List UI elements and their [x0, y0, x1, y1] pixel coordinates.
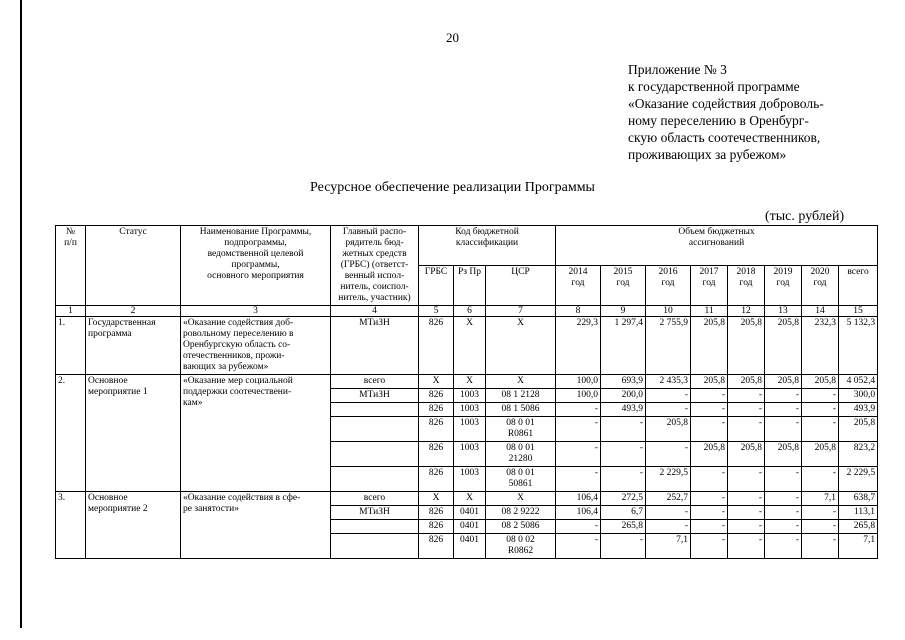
row-value: -	[802, 534, 839, 559]
row-value: -	[765, 403, 802, 417]
header-text: Наименование Программы,	[199, 227, 312, 237]
row-value: -	[802, 520, 839, 534]
row-number: 1.	[56, 317, 86, 375]
row-value: 205,8	[802, 442, 839, 467]
row-value: 113,1	[839, 506, 878, 520]
header-total: всего	[839, 266, 878, 306]
header-volume-group	[556, 226, 878, 266]
row-value: 493,9	[839, 403, 878, 417]
row-value: -	[646, 506, 691, 520]
header-text: 2018	[736, 267, 756, 277]
header-year	[601, 266, 646, 306]
column-number-cell: 1	[56, 306, 86, 317]
row-value: 7,1	[802, 492, 839, 506]
row-csr	[486, 467, 556, 492]
column-number-cell: 11	[691, 306, 728, 317]
row-admin: всего	[331, 375, 419, 389]
row-value: 205,8	[691, 442, 728, 467]
row-csr	[486, 506, 556, 520]
row-value: 106,4	[556, 492, 601, 506]
appendix-heading	[628, 61, 893, 163]
row-value: -	[601, 534, 646, 559]
appendix-line: скую область соотечественников,	[628, 130, 821, 145]
cell-line: 08 0 01	[506, 468, 535, 478]
cell-line: мероприятие 1	[88, 387, 148, 397]
row-grbs: X	[419, 492, 454, 506]
row-value: 205,8	[765, 375, 802, 389]
row-value: -	[728, 492, 765, 506]
row-name	[181, 317, 331, 375]
header-text: рядитель бюд-	[345, 238, 404, 248]
cell-line: X	[517, 376, 524, 386]
cell-line: «Оказание содействия в сфе-	[183, 493, 301, 503]
document-title: Ресурсное обеспечение реализации Программы	[310, 180, 595, 195]
header-text: Объем бюджетных	[678, 227, 755, 237]
row-value: -	[765, 506, 802, 520]
header-name	[181, 226, 331, 306]
row-value: 2 229,5	[839, 467, 878, 492]
row-value: -	[765, 492, 802, 506]
header-text: венный испол-	[344, 271, 405, 281]
row-csr	[486, 317, 556, 375]
row-value: 7,1	[839, 534, 878, 559]
header-text: подпрограммы,	[224, 238, 287, 248]
row-value: -	[646, 520, 691, 534]
column-number-cell: 12	[728, 306, 765, 317]
header-text: ассигнований	[688, 238, 745, 248]
row-name	[181, 375, 331, 492]
row-value: -	[728, 467, 765, 492]
appendix-line: к государственной программе	[628, 79, 800, 94]
header-year	[556, 266, 601, 306]
cell-line: 08 1 5086	[501, 404, 540, 414]
page-number: 20	[446, 30, 459, 45]
row-value: -	[728, 403, 765, 417]
row-csr	[486, 492, 556, 506]
cell-line: X	[517, 318, 524, 328]
row-admin: всего	[331, 492, 419, 506]
units-label: (тыс. рублей)	[765, 209, 845, 224]
appendix-line: Приложение № 3	[628, 62, 727, 77]
row-admin	[331, 403, 419, 417]
row-value: -	[691, 403, 728, 417]
header-status: Статус	[86, 226, 181, 306]
row-csr	[486, 442, 556, 467]
cell-line: 21280	[508, 454, 533, 464]
cell-line: 08 2 5086	[501, 521, 540, 531]
row-value: 265,8	[601, 520, 646, 534]
header-text: год	[571, 278, 585, 288]
header-text: 2014	[568, 267, 588, 277]
table-row	[56, 375, 878, 389]
row-grbs: X	[419, 375, 454, 389]
cell-line: вающих за рубежом»	[183, 362, 269, 372]
row-grbs: 826	[419, 506, 454, 520]
row-value: -	[728, 534, 765, 559]
header-year	[646, 266, 691, 306]
cell-line: 08 0 01	[506, 443, 535, 453]
row-value: -	[728, 506, 765, 520]
binding-line	[20, 0, 22, 628]
header-year	[728, 266, 765, 306]
cell-line: 08 2 9222	[501, 507, 540, 517]
appendix-line: ному переселению в Оренбург-	[628, 113, 809, 128]
header-text: 2019	[773, 267, 793, 277]
header-text: 2020	[810, 267, 830, 277]
row-value: -	[765, 417, 802, 442]
row-rzpr: X	[454, 375, 486, 389]
row-admin	[331, 442, 419, 467]
row-value: 252,7	[646, 492, 691, 506]
row-value: -	[802, 467, 839, 492]
row-value: -	[556, 442, 601, 467]
header-csr: ЦСР	[486, 266, 556, 306]
column-number-cell: 9	[601, 306, 646, 317]
row-status	[86, 492, 181, 559]
row-value: 205,8	[646, 417, 691, 442]
row-value: 200,0	[601, 389, 646, 403]
row-value: 2 435,3	[646, 375, 691, 389]
row-value: -	[691, 534, 728, 559]
row-value: 106,4	[556, 506, 601, 520]
header-num	[56, 226, 86, 306]
page-edge	[0, 0, 4, 640]
row-value: 5 132,3	[839, 317, 878, 375]
row-rzpr: 0401	[454, 520, 486, 534]
row-value: 7,1	[646, 534, 691, 559]
table-row	[56, 492, 878, 506]
row-value: -	[691, 520, 728, 534]
row-csr	[486, 389, 556, 403]
header-text: Код бюджетной	[455, 227, 519, 237]
cell-line: мероприятие 2	[88, 504, 148, 514]
row-value: -	[765, 467, 802, 492]
header-text: ведомственной целевой	[207, 249, 304, 259]
row-admin: МТиЗН	[331, 317, 419, 375]
header-rzpr: Рз Пр	[454, 266, 486, 306]
row-csr	[486, 417, 556, 442]
appendix-line: проживающих за рубежом»	[628, 147, 787, 162]
resource-table	[55, 225, 878, 559]
row-value: -	[802, 506, 839, 520]
row-rzpr: X	[454, 317, 486, 375]
row-value: 205,8	[728, 442, 765, 467]
row-number: 3.	[56, 492, 86, 559]
column-number-cell: 8	[556, 306, 601, 317]
row-value: -	[601, 417, 646, 442]
cell-line: ровольному переселению в	[183, 329, 294, 339]
row-value: -	[728, 389, 765, 403]
row-value: -	[556, 467, 601, 492]
header-text: год	[616, 278, 630, 288]
row-value: 2 755,9	[646, 317, 691, 375]
cell-line: отечественников, прожи-	[183, 351, 285, 361]
row-value: 823,2	[839, 442, 878, 467]
header-text: (ГРБС) (ответст-	[340, 260, 409, 270]
row-value: -	[691, 467, 728, 492]
column-number-cell: 4	[331, 306, 419, 317]
header-text: нитель, участник)	[338, 293, 411, 303]
row-value: 205,8	[765, 442, 802, 467]
header-text: №	[65, 227, 76, 237]
row-value: -	[601, 442, 646, 467]
cell-line: R0861	[507, 429, 534, 439]
header-text: программы,	[231, 260, 280, 270]
cell-line: программа	[88, 329, 132, 339]
row-csr	[486, 520, 556, 534]
header-grbs: ГРБС	[419, 266, 454, 306]
row-value: 232,3	[802, 317, 839, 375]
header-text: п/п	[64, 238, 77, 248]
header-text: основного мероприятия	[207, 271, 304, 281]
row-value: -	[601, 467, 646, 492]
row-status	[86, 317, 181, 375]
cell-line: поддержки соотечествени-	[183, 387, 292, 397]
cell-line: «Оказание содействия доб-	[183, 318, 294, 328]
column-number-cell: 3	[181, 306, 331, 317]
row-value: 693,9	[601, 375, 646, 389]
row-value: 100,0	[556, 375, 601, 389]
row-value: 205,8	[802, 375, 839, 389]
header-text: год	[813, 278, 827, 288]
header-text: 2016	[658, 267, 678, 277]
row-rzpr: 1003	[454, 442, 486, 467]
row-value: 1 297,4	[601, 317, 646, 375]
row-value: -	[691, 492, 728, 506]
row-admin	[331, 520, 419, 534]
row-value: 4 052,4	[839, 375, 878, 389]
row-csr	[486, 534, 556, 559]
header-text: год	[739, 278, 753, 288]
row-value: -	[556, 520, 601, 534]
row-rzpr: 1003	[454, 467, 486, 492]
row-value: 6,7	[601, 506, 646, 520]
row-value: -	[556, 417, 601, 442]
row-admin	[331, 467, 419, 492]
row-grbs: 826	[419, 442, 454, 467]
column-number-cell: 15	[839, 306, 878, 317]
row-value: 205,8	[765, 317, 802, 375]
row-value: 493,9	[601, 403, 646, 417]
header-year	[802, 266, 839, 306]
row-value: 265,8	[839, 520, 878, 534]
cell-line: Основное	[88, 376, 128, 386]
cell-line: Государственная	[88, 318, 156, 328]
row-value: -	[646, 389, 691, 403]
row-grbs: 826	[419, 417, 454, 442]
header-text: год	[776, 278, 790, 288]
row-value: -	[802, 403, 839, 417]
row-value: 100,0	[556, 389, 601, 403]
row-grbs: 826	[419, 534, 454, 559]
row-rzpr: 1003	[454, 389, 486, 403]
cell-line: X	[517, 493, 524, 503]
row-number: 2.	[56, 375, 86, 492]
row-value: 205,8	[691, 317, 728, 375]
column-number-cell: 2	[86, 306, 181, 317]
column-number-cell: 13	[765, 306, 802, 317]
row-grbs: 826	[419, 403, 454, 417]
row-value: -	[802, 389, 839, 403]
row-value: -	[646, 442, 691, 467]
column-numbers-row	[56, 306, 878, 317]
row-grbs: 826	[419, 317, 454, 375]
column-number-cell: 5	[419, 306, 454, 317]
header-text: Главный распо-	[342, 227, 407, 237]
column-number-cell: 14	[802, 306, 839, 317]
row-value: -	[646, 403, 691, 417]
row-value: 205,8	[728, 375, 765, 389]
row-admin: МТиЗН	[331, 389, 419, 403]
cell-line: «Оказание мер социальной	[183, 376, 293, 386]
row-status	[86, 375, 181, 492]
header-text: 2015	[613, 267, 633, 277]
row-csr	[486, 375, 556, 389]
row-admin	[331, 417, 419, 442]
cell-line: 08 1 2128	[501, 390, 540, 400]
row-rzpr: 1003	[454, 417, 486, 442]
header-code-group	[419, 226, 556, 266]
row-value: 300,0	[839, 389, 878, 403]
cell-line: Основное	[88, 493, 128, 503]
row-csr	[486, 403, 556, 417]
header-text: нитель, соиспол-	[340, 282, 409, 292]
row-value: -	[765, 534, 802, 559]
row-value: -	[765, 389, 802, 403]
row-grbs: 826	[419, 520, 454, 534]
row-rzpr: 0401	[454, 534, 486, 559]
row-value: -	[691, 389, 728, 403]
row-value: -	[556, 403, 601, 417]
row-value: 272,5	[601, 492, 646, 506]
header-text: год	[702, 278, 716, 288]
row-value: -	[802, 417, 839, 442]
header-text: жетных средств	[342, 249, 407, 259]
cell-line: кам»	[183, 398, 203, 408]
column-number-cell: 10	[646, 306, 691, 317]
header-text: год	[661, 278, 675, 288]
cell-line: 08 0 01	[506, 418, 535, 428]
row-name	[181, 492, 331, 559]
row-admin: МТиЗН	[331, 506, 419, 520]
row-value: 205,8	[691, 375, 728, 389]
row-value: 2 229,5	[646, 467, 691, 492]
row-value: -	[728, 520, 765, 534]
row-value: -	[691, 506, 728, 520]
row-value: 205,8	[839, 417, 878, 442]
header-year	[691, 266, 728, 306]
cell-line: 08 0 02	[506, 535, 535, 545]
header-year	[765, 266, 802, 306]
row-grbs: 826	[419, 389, 454, 403]
row-rzpr: 1003	[454, 403, 486, 417]
row-value: -	[691, 417, 728, 442]
appendix-line: «Оказание содействия доброволь-	[628, 96, 824, 111]
row-value: -	[728, 417, 765, 442]
row-value: 638,7	[839, 492, 878, 506]
row-rzpr: 0401	[454, 506, 486, 520]
column-number-cell: 7	[486, 306, 556, 317]
header-admin	[331, 226, 419, 306]
row-value: 205,8	[728, 317, 765, 375]
cell-line: R0862	[507, 546, 534, 556]
row-admin	[331, 534, 419, 559]
row-rzpr: X	[454, 492, 486, 506]
cell-line: ре занятости»	[183, 504, 239, 514]
row-value: 229,3	[556, 317, 601, 375]
column-number-cell: 6	[454, 306, 486, 317]
table-row	[56, 317, 878, 375]
row-value: -	[765, 520, 802, 534]
header-text: 2017	[699, 267, 719, 277]
row-grbs: 826	[419, 467, 454, 492]
row-value: -	[556, 534, 601, 559]
header-text: классификации	[455, 238, 519, 248]
cell-line: 50861	[508, 479, 533, 489]
header-row	[56, 226, 878, 266]
cell-line: Оренбургскую область со-	[183, 340, 291, 350]
